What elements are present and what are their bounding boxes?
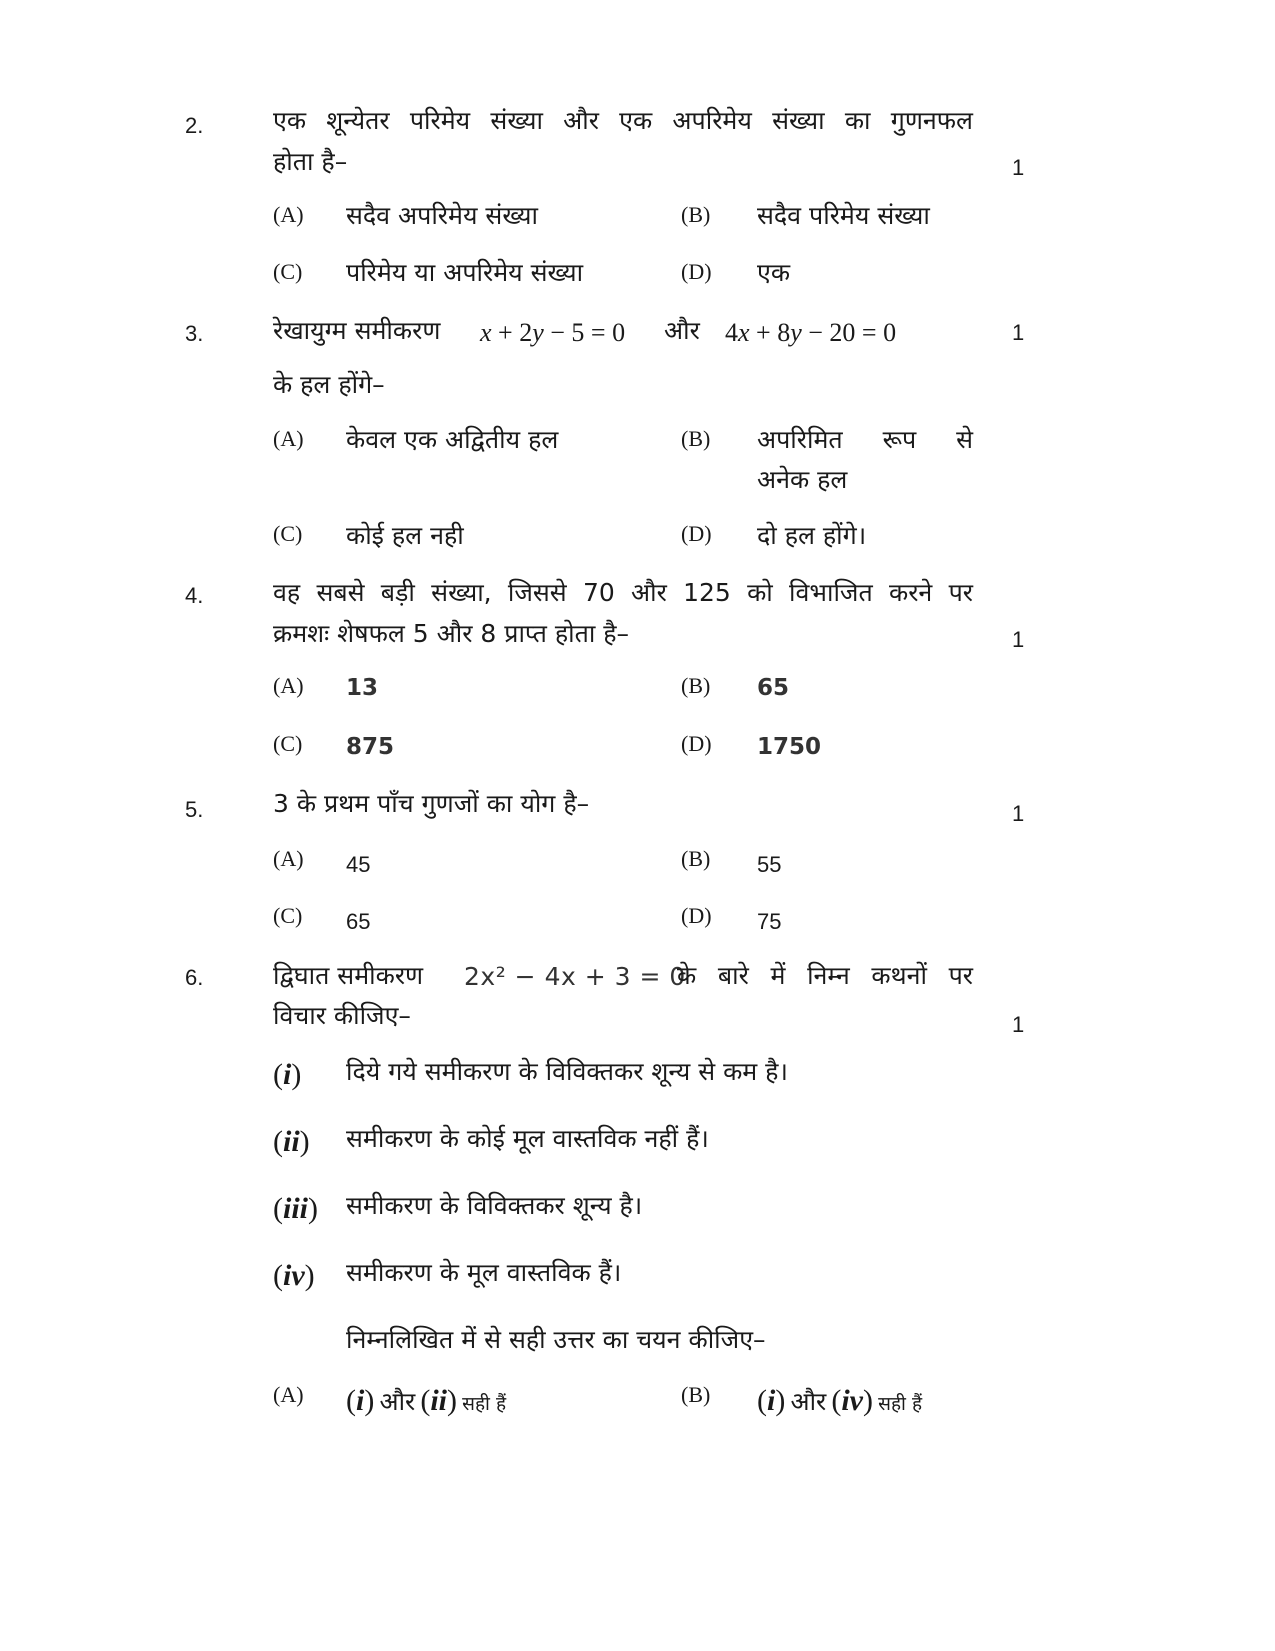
statement-iii-open: ( xyxy=(273,1192,283,1225)
question-2-line1: एक शून्येतर परिमेय संख्या और एक अपरिमेय संख्या का गुणनफल xyxy=(273,106,973,135)
q3-option-a-text: केवल एक अद्वितीय हल xyxy=(346,425,559,454)
q2-option-a-text: सदैव अपरिमेय संख्या xyxy=(346,201,538,230)
question-6-prefix: द्विघात समीकरण xyxy=(273,961,424,990)
q5-option-a-text: 45 xyxy=(346,852,371,877)
q3-option-c-label: (C) xyxy=(273,521,303,546)
question-5-text: 3 के प्रथम पाँच गुणजों का योग है– xyxy=(273,789,590,818)
q5-option-b-text: 55 xyxy=(757,852,782,877)
q6-option-a-label: (A) xyxy=(273,1382,304,1407)
q4-option-c-label: (C) xyxy=(273,731,303,756)
question-4-line1: वह सबसे बड़ी संख्या, जिससे 70 और 125 को विभाजित करने पर xyxy=(273,578,973,607)
statement-i-text: दिये गये समीकरण के विविक्तकर शून्य से कम है। xyxy=(346,1057,788,1086)
q5-option-d-label: (D) xyxy=(681,903,712,928)
q3-option-c-text: कोई हल नही xyxy=(346,521,464,550)
question-2-text xyxy=(273,100,973,182)
q5-option-b-label: (B) xyxy=(681,846,711,871)
statement-iv-roman: iv xyxy=(283,1259,305,1292)
q3-option-b-line1: अपरिमित रूप से xyxy=(757,425,973,454)
statement-i-roman: i xyxy=(283,1058,292,1091)
q6-b-roman-2: iv xyxy=(841,1384,863,1417)
q4-option-d-label: (D) xyxy=(681,731,712,756)
q4-option-a-label: (A) xyxy=(273,673,304,698)
statement-ii-label xyxy=(273,1125,310,1159)
question-5-marks: 1 xyxy=(1012,801,1025,826)
q6-option-b-text: (i) और (iv) सही हैं xyxy=(757,1384,923,1417)
q3-option-a-label: (A) xyxy=(273,426,304,451)
q4-option-d-text: 1750 xyxy=(757,734,822,760)
q3-option-b-label: (B) xyxy=(681,426,711,451)
q6-a-roman-1: i xyxy=(356,1384,365,1417)
question-3-equation-1: x + 2y − 5 = 0 xyxy=(480,318,626,347)
question-6-suffix: के बारे में निम्न कथनों पर xyxy=(677,961,973,990)
q6-b-and: और xyxy=(790,1387,827,1416)
q2-option-b-text: सदैव परिमेय संख्या xyxy=(757,201,930,230)
q6-b-suffix: सही हैं xyxy=(878,1393,923,1415)
q5-option-d-text: 75 xyxy=(757,909,782,934)
q6-b-roman-1: i xyxy=(767,1384,776,1417)
q4-option-b-text: 65 xyxy=(757,675,790,701)
statement-iii-label xyxy=(273,1192,318,1226)
q3-option-d-text: दो हल होंगे। xyxy=(757,521,867,550)
question-4-line2: क्रमशः शेषफल 5 और 8 प्राप्त होता है– xyxy=(273,619,630,648)
question-6-marks xyxy=(1012,1012,1024,1038)
statement-iv-close: ) xyxy=(304,1259,315,1292)
statement-ii-roman: ii xyxy=(283,1125,300,1158)
q4-option-a-text: 13 xyxy=(346,675,379,701)
question-6-equation: 2x² − 4x + 3 = 0 xyxy=(464,962,686,991)
question-6-instruction: निम्नलिखित में से सही उत्तर का चयन कीजिए– xyxy=(346,1325,766,1354)
question-3-conjunction: और xyxy=(664,316,700,345)
q4-option-c-text: 875 xyxy=(346,734,395,760)
statement-i-close: ) xyxy=(291,1058,302,1091)
question-6-marks-value: 1 xyxy=(1012,1012,1025,1037)
question-2-line2: होता है– xyxy=(273,147,348,176)
q5-option-a-label: (A) xyxy=(273,846,304,871)
q6-a-suffix: सही हैं xyxy=(462,1393,507,1415)
q6-option-b-label: (B) xyxy=(681,1382,711,1407)
statement-iv-text: समीकरण के मूल वास्तविक हैं। xyxy=(346,1258,622,1287)
question-3-number: 3. xyxy=(185,321,204,346)
q3-option-b-line2: अनेक हल xyxy=(757,465,848,494)
question-3-line2: के हल होंगे– xyxy=(273,370,385,399)
statement-ii-text: समीकरण के कोई मूल वास्तविक नहीं हैं। xyxy=(346,1124,709,1153)
question-3-prefix: रेखायुग्म समीकरण xyxy=(273,316,441,345)
statement-iii-roman: iii xyxy=(283,1192,309,1225)
question-2-number: 2. xyxy=(185,113,204,138)
statement-iv-open: ( xyxy=(273,1259,283,1292)
question-2-marks: 1 xyxy=(1012,155,1025,180)
question-5-number: 5. xyxy=(185,797,204,822)
question-4-marks: 1 xyxy=(1012,627,1025,652)
question-3-equation-2: 4x + 8y − 20 = 0 xyxy=(725,318,897,347)
q2-option-c-text: परिमेय या अपरिमेय संख्या xyxy=(346,258,584,287)
q2-option-a-label: (A) xyxy=(273,202,304,227)
q5-option-c-text: 65 xyxy=(346,909,371,934)
question-3-marks: 1 xyxy=(1012,320,1025,345)
statement-iii-close: ) xyxy=(308,1192,319,1225)
q2-option-d-label: (D) xyxy=(681,259,712,284)
q3-option-b-text xyxy=(757,420,973,500)
statement-i-label xyxy=(273,1058,301,1092)
statement-i-open: ( xyxy=(273,1058,283,1091)
q3-option-d-label: (D) xyxy=(681,521,712,546)
q6-a-and: और xyxy=(379,1387,416,1416)
q2-option-b-label: (B) xyxy=(681,202,711,227)
question-4-text xyxy=(273,572,973,654)
statement-ii-open: ( xyxy=(273,1125,283,1158)
q2-option-d-text: एक xyxy=(757,258,791,287)
q6-option-a-text: (i) और (ii) सही हैं xyxy=(346,1384,507,1417)
question-6-number: 6. xyxy=(185,965,204,990)
question-6-line2: विचार कीजिए– xyxy=(273,1001,411,1030)
q5-option-c-label: (C) xyxy=(273,903,303,928)
q4-option-b-label: (B) xyxy=(681,673,711,698)
statement-iii-text: समीकरण के विविक्तकर शून्य है। xyxy=(346,1191,643,1220)
q2-option-c-label: (C) xyxy=(273,259,303,284)
statement-iv-label xyxy=(273,1259,315,1293)
statement-ii-close: ) xyxy=(299,1125,310,1158)
q6-a-roman-2: ii xyxy=(430,1384,448,1417)
question-4-number: 4. xyxy=(185,583,204,608)
